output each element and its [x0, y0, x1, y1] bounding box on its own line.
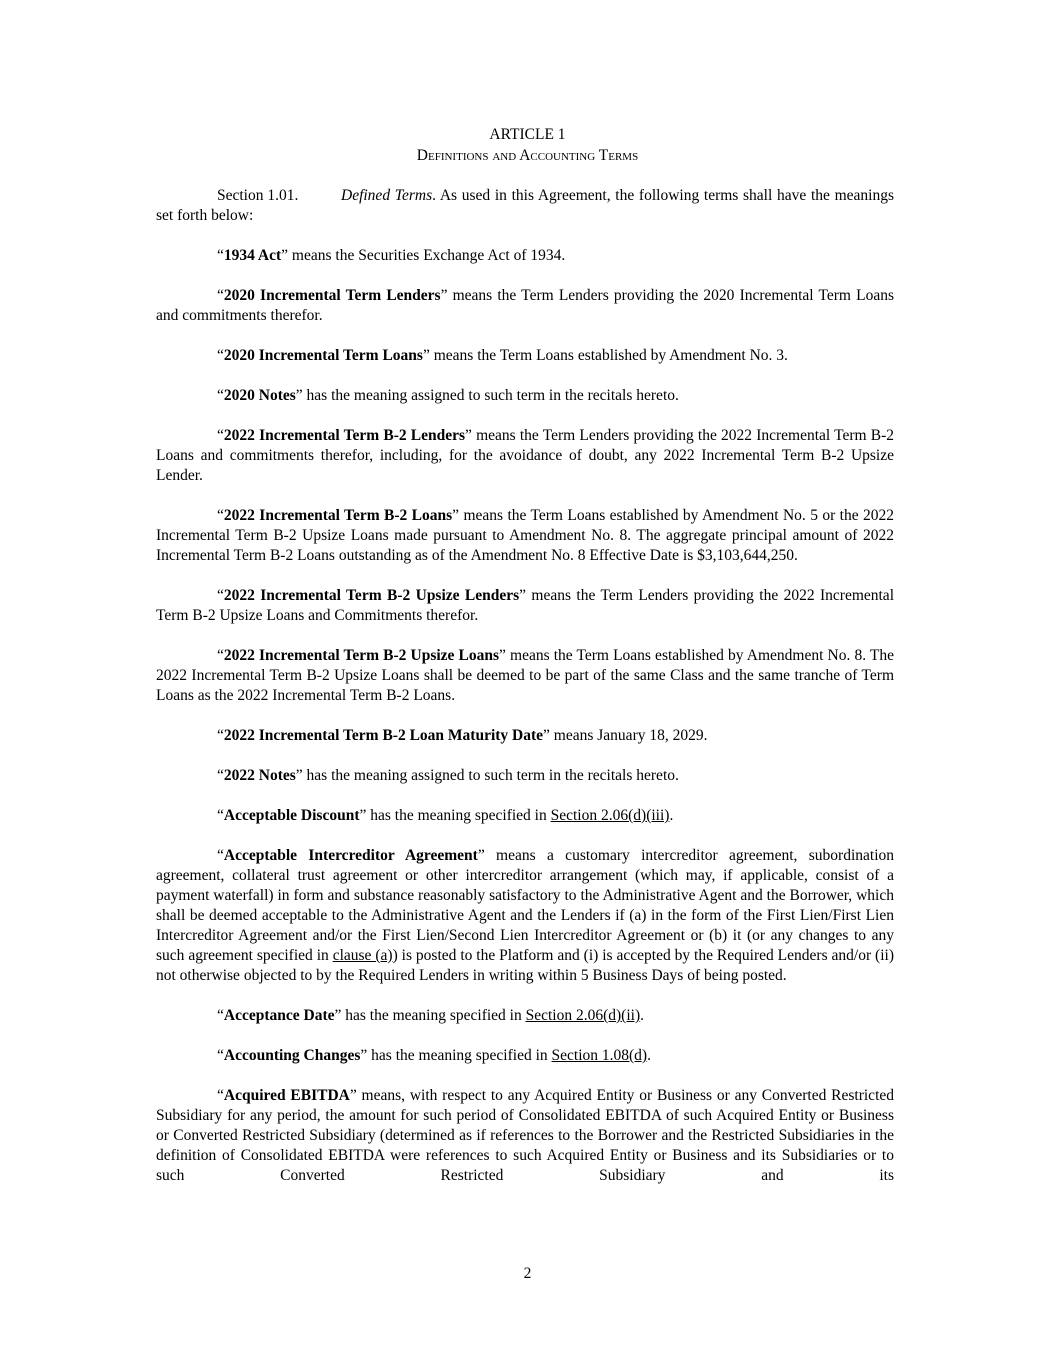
cross-reference-link[interactable]: clause (a) — [332, 947, 393, 964]
section-heading-paragraph — [156, 186, 894, 226]
cross-reference-link[interactable]: Section 2.06(d)(ii) — [525, 1007, 641, 1024]
definition-text: ” has the meaning specified in — [359, 807, 551, 824]
definition-text: ” means the Term Lenders providing the 2022 Incremental Term B-2 Upsize Loans and Commitments therefor. — [156, 587, 894, 624]
document-body — [156, 186, 894, 1206]
definition-text: ” means the Term Lenders providing the 2020 Incremental Term Loans and commitments therefor. — [156, 287, 895, 324]
definition-tail: . — [669, 807, 674, 824]
definition-text: ” means January 18, 2029. — [543, 727, 708, 744]
definition-text: ” means the Term Loans established by Amendment No. 3. — [422, 347, 788, 364]
definition-text: ” means, with respect to any Acquired Entity or Business or any Converted Restricted Subsidiary for any period, the amount for such period of Consolidated EBITDA of such Acquired Entity or Business or Converted Restricted Subsidiary (determined as if references to the Borrower and the Restricted Subsidiaries in the definition of Consolidated EBITDA were references to such Acquired Entity or Business and its Subsidiaries or to such Converted Restricted Subsidiary and its — [156, 1087, 895, 1184]
definition-text: ” has the meaning specified in — [360, 1047, 552, 1064]
defined-term: Acceptable Intercreditor Agreement — [223, 847, 478, 864]
defined-term: 2022 Incremental Term B-2 Upsize Loans — [223, 647, 500, 664]
defined-term: 2020 Incremental Term Lenders — [223, 287, 441, 304]
definition-paragraph: “Acceptable Intercreditor Agreement” means a customary intercreditor agreement, subordination agreement, collateral trust agreement or other intercreditor arrangement (which may, if applicable, consist of a payment waterfall) in form and substance reasonably satisfactory to the Administrative Agent and the Borrower, which shall be deemed acceptable to the Administrative Agent and the Lenders if (a) in the form of the First Lien/First Lien Intercreditor Agreement and/or the First Lien/Second Lien Intercreditor Agreement or (b) it (or any changes to any such agreement specified in clause (a)) is posted to the Platform and (i) is accepted by the Required Lenders and/or (ii) not otherwise objected to by the Required Lenders in writing within 5 Business Days of being posted. — [156, 847, 894, 984]
definition-tail: . — [647, 1047, 651, 1064]
definition-text: ” means the Term Loans established by Amendment No. 5 or the 2022 Incremental Term B-2 Upsize Loans made pursuant to Amendment No. 8. The aggregate principal amount of 2022 Incremental Term B-2 Loans outstanding as of the Amendment No. 8 Effective Date is $3,103,644,250. — [156, 507, 894, 564]
page-number: 2 — [523, 1265, 532, 1282]
defined-term: 2022 Incremental Term B-2 Lenders — [223, 427, 466, 444]
defined-term: 2022 Incremental Term B-2 Loan Maturity Date — [223, 727, 544, 744]
definition-paragraph: “2022 Incremental Term B-2 Loan Maturity Date” means January 18, 2029. — [217, 727, 708, 744]
definition-paragraph: “Acceptance Date” has the meaning specified in Section 2.06(d)(ii). — [217, 1007, 644, 1024]
definition-text: ” means the Term Loans established by Amendment No. 8. The 2022 Incremental Term B-2 Upsize Loans shall be deemed to be part of the same Class and the same tranche of Term Loans as the 2022 Incremental Term B-2 Loans. — [156, 647, 894, 704]
cross-reference-link[interactable]: Section 2.06(d)(iii) — [550, 807, 670, 824]
definition-text: ” means the Term Lenders providing the 2022 Incremental Term B-2 Loans and commitments therefor, including, for the avoidance of doubt, any 2022 Incremental Term B-2 Upsize Lender. — [156, 427, 895, 484]
definition-paragraph: “2022 Incremental Term B-2 Upsize Loans” means the Term Loans established by Amendment No. 8. The 2022 Incremental Term B-2 Upsize Loans shall be deemed to be part of the same Class and the same tranche of Term Loans as the 2022 Incremental Term B-2 Loans. — [156, 647, 894, 704]
section-intro: . As used in this Agreement, the following terms shall have the meanings set forth below: — [156, 187, 894, 224]
definition-paragraph: “Acceptable Discount” has the meaning specified in Section 2.06(d)(iii). — [217, 807, 674, 824]
defined-term: 2022 Notes — [223, 767, 296, 784]
definition-text: ” means the Securities Exchange Act of 1934. — [281, 247, 566, 264]
cross-reference-link[interactable]: Section 1.08(d) — [551, 1047, 648, 1064]
definition-paragraph: “2022 Incremental Term B-2 Lenders” means the Term Lenders providing the 2022 Incremental Term B-2 Loans and commitments therefor, including, for the avoidance of doubt, any 2022 Incremental Term B-2 Upsize Lender. — [156, 427, 895, 484]
definition-text: ” means a customary intercreditor agreement, subordination agreement, collateral trust agreement or other intercreditor arrangement (which may, if applicable, consist of a payment waterfall) in form and substance reasonably satisfactory to the Administrative Agent and the Borrower, which shall be deemed acceptable to the Administrative Agent and the Lenders if (a) in the form of the First Lien/First Lien Intercreditor Agreement and/or the First Lien/Second Lien Intercreditor Agreement or (b) it (or any changes to any such agreement specified in — [156, 847, 894, 964]
defined-term: 2022 Incremental Term B-2 Upsize Lenders — [223, 587, 520, 604]
definition-paragraph: “1934 Act” means the Securities Exchange Act of 1934. — [217, 247, 566, 264]
definition-paragraph: “2022 Incremental Term B-2 Loans” means the Term Loans established by Amendment No. 5 or the 2022 Incremental Term B-2 Upsize Loans made pursuant to Amendment No. 8. The aggregate principal amount of 2022 Incremental Term B-2 Loans outstanding as of the Amendment No. 8 Effective Date is $3,103,644,250. — [156, 507, 894, 564]
definition-text: ” has the meaning specified in — [334, 1007, 526, 1024]
defined-term: 2020 Notes — [223, 387, 296, 404]
defined-term: Acceptance Date — [223, 1007, 335, 1024]
definition-text: ” has the meaning assigned to such term in the recitals hereto. — [295, 387, 679, 404]
definition-tail: . — [640, 1007, 644, 1024]
definition-paragraph: “2020 Notes” has the meaning assigned to such term in the recitals hereto. — [217, 387, 679, 404]
definition-paragraph: “2022 Notes” has the meaning assigned to such term in the recitals hereto. — [217, 767, 679, 784]
definition-paragraph: “Acquired EBITDA” means, with respect to any Acquired Entity or Business or any Converted Restricted Subsidiary for any period, the amount for such period of Consolidated EBITDA of such Acquired Entity or Business or Converted Restricted Subsidiary (determined as if references to the Borrower and the Restricted Subsidiaries in the definition of Consolidated EBITDA were references to such Acquired Entity or Business and its Subsidiaries or to such Converted Restricted Subsidiary and its — [156, 1087, 895, 1184]
defined-term: Acquired EBITDA — [223, 1087, 350, 1104]
definition-tail: ) is posted to the Platform and (i) is accepted by the Required Lenders and/or (ii) not otherwise objected to by the Required Lenders in writing within 5 Business Days of being posted. — [156, 947, 894, 984]
defined-term: 1934 Act — [223, 247, 282, 264]
defined-term: Accounting Changes — [223, 1047, 361, 1064]
definition-paragraph: “2020 Incremental Term Loans” means the Term Loans established by Amendment No. 3. — [217, 347, 788, 364]
defined-term: Acceptable Discount — [223, 807, 360, 824]
definition-text: ” has the meaning assigned to such term in the recitals hereto. — [295, 767, 679, 784]
definition-paragraph: “2020 Incremental Term Lenders” means the Term Lenders providing the 2020 Incremental Term Loans and commitments therefor. — [156, 287, 895, 324]
article-title: ARTICLE 1 — [489, 126, 566, 143]
defined-term: 2022 Incremental Term B-2 Loans — [223, 507, 453, 524]
definition-paragraph: “Accounting Changes” has the meaning specified in Section 1.08(d). — [217, 1047, 651, 1064]
section-number: Section 1.01. — [217, 187, 299, 204]
defined-term: 2020 Incremental Term Loans — [223, 347, 423, 364]
section-title: Defined Terms — [341, 187, 433, 204]
definition-paragraph: “2022 Incremental Term B-2 Upsize Lenders” means the Term Lenders providing the 2022 Incremental Term B-2 Upsize Loans and Commitments therefor. — [156, 587, 894, 624]
article-subtitle: Definitions and Accounting Terms — [416, 147, 639, 164]
